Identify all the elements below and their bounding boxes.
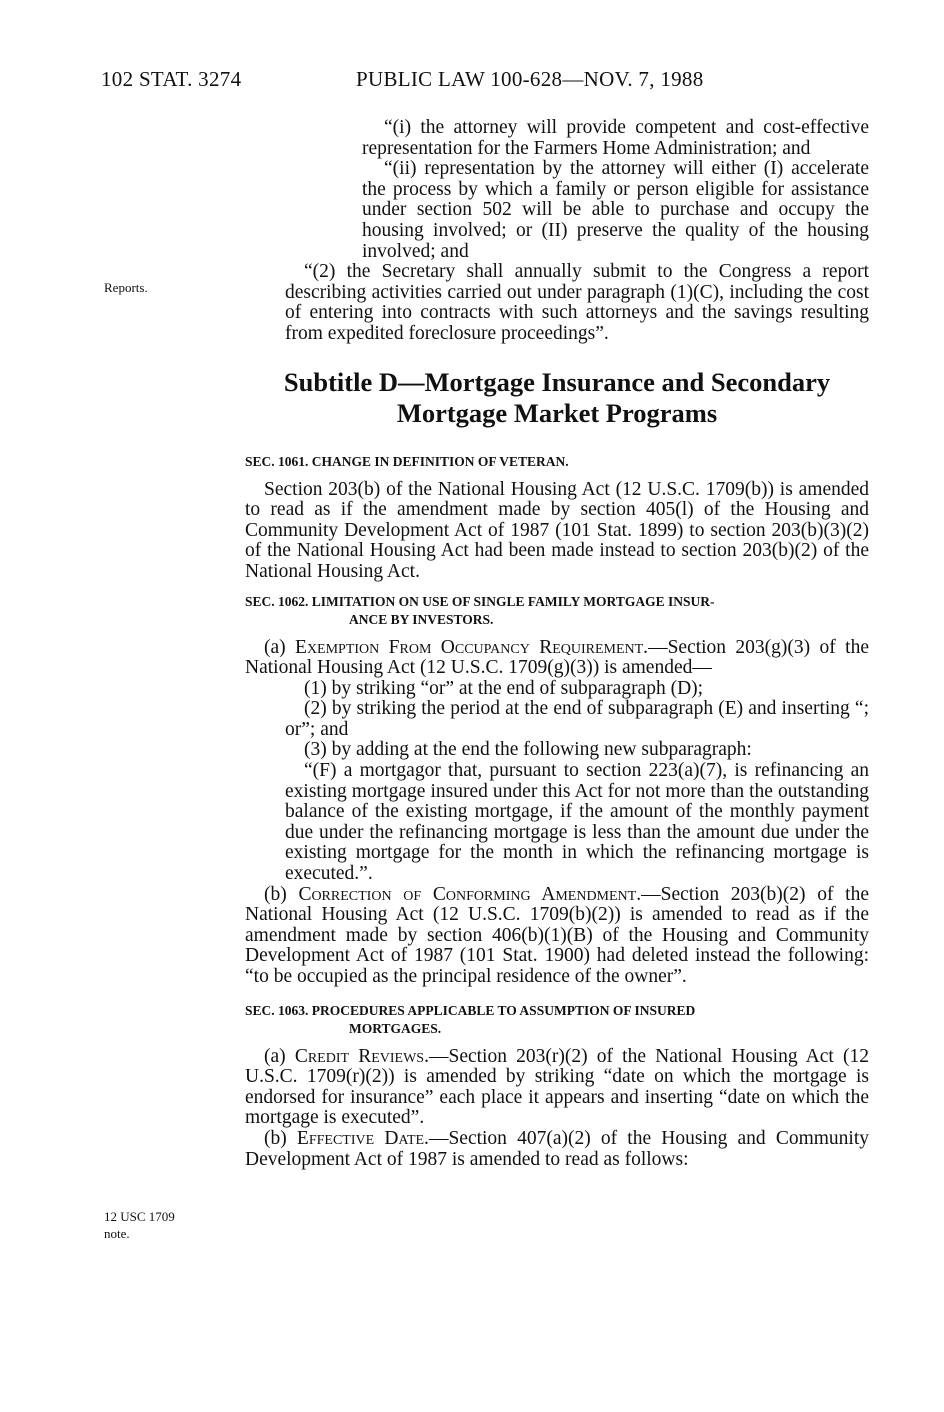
sec-1062-a-caption: Exemption From Occupancy Requirement.	[295, 636, 649, 658]
margin-note-usc-line2: note.	[104, 1226, 130, 1241]
sec-1062-b-label: (b)	[264, 883, 299, 905]
sec-1062-a-text: —Section 203(g)(3) of the National Housing Act (12 U.S.C. 1709(g)(3)) is amended—	[245, 636, 869, 679]
subtitle-heading	[245, 367, 869, 429]
paragraph-i: “(i) the attorney will provide competent and cost-effective representation for the Farmers Home Administration; and	[362, 117, 869, 159]
sec-1062-heading-line2: ANCE BY INVESTORS.	[349, 611, 494, 627]
sec-1063-b-text: —Section 407(a)(2) of the Housing and Community Development Act of 1987 is amended to read as follows:	[245, 1127, 869, 1170]
subtitle-line2: Mortgage Market Programs	[396, 397, 718, 428]
sec-1063-heading	[245, 1002, 869, 1038]
sec-1062-b-caption: Correction of Conforming Amendment.	[298, 883, 642, 905]
sec-1062-a1: (1) by striking “or” at the end of subparagraph (D);	[304, 677, 704, 699]
sec-1062-heading-line1: SEC. 1062. LIMITATION ON USE OF SINGLE FAMILY MORTGAGE INSUR-	[245, 593, 715, 609]
sec-1062-subsection-b	[245, 885, 869, 988]
sec-1063-heading-line1: SEC. 1063. PROCEDURES APPLICABLE TO ASSUMPTION OF INSURED	[245, 1002, 696, 1018]
paragraph-ii: “(ii) representation by the attorney will either (I) accelerate the process by which a family or person eligible for assistance under section 502 will be able to purchase and occupy the housing involved; or (II) preserve the quality of the housing involved; and	[362, 158, 869, 262]
sec-1062-a3: (3) by adding at the end the following new subparagraph:	[304, 739, 752, 761]
sec-1061-heading: SEC. 1061. CHANGE IN DEFINITION OF VETERAN.	[245, 453, 569, 469]
sec-1062-a2: (2) by striking the period at the end of subparagraph (E) and inserting “; or”; and	[285, 698, 869, 740]
margin-note-usc-line1: 12 USC 1709	[104, 1209, 175, 1224]
sec-1063-subsection-a	[245, 1047, 869, 1129]
sec-1062-subsection-a	[245, 638, 869, 679]
sec-1063-subsection-b	[245, 1129, 869, 1170]
sec-1062-a-label: (a)	[264, 636, 296, 658]
sec-1063-heading-line2: MORTGAGES.	[349, 1020, 442, 1036]
public-law-header: PUBLIC LAW 100-628—NOV. 7, 1988	[356, 67, 704, 91]
sec-1062-heading	[245, 593, 869, 629]
document-body	[245, 118, 869, 1170]
margin-note-reports: Reports.	[104, 280, 148, 295]
stat-reference: 102 STAT. 3274	[101, 67, 242, 91]
subtitle-line1: Subtitle D—Mortgage Insurance and Secondary	[283, 366, 831, 397]
sec-1063-b-label: (b)	[264, 1127, 297, 1149]
sec-1062-b-text: —Section 203(b)(2) of the National Housing Act (12 U.S.C. 1709(b)(2)) is amended to read as if the amendment made by section 406(b)(1)(B) of the Housing and Community Development Act of 1987 (101 Stat. 1900) had deleted instead the following: “to be occupied as the principal residence of the owner”.	[245, 883, 869, 987]
margin-note-usc	[104, 1208, 175, 1242]
sec-1063-a-text: —Section 203(r)(2) of the National Housing Act (12 U.S.C. 1709(r)(2)) is amended by striking “date on which the mortgage is endorsed for insurance” each place it appears and inserting “date on which the mortgage is executed”.	[245, 1045, 869, 1129]
sec-1062-subparagraph-f: “(F) a mortgagor that, pursuant to section 223(a)(7), is refinancing an existing mortgage insured under this Act for not more than the outstanding balance of the existing mortgage, if the amount of the monthly payment due under the refinancing mortgage is less than the amount due under the existing mortgage for the month in which the refinancing mortgage is executed.”.	[285, 760, 869, 885]
sec-1063-a-caption: Credit Reviews.	[294, 1045, 429, 1067]
sec-1063-a-label: (a)	[264, 1045, 295, 1067]
sec-1063-b-caption: Effective Date.	[296, 1127, 429, 1149]
sec-1061-text: Section 203(b) of the National Housing Act (12 U.S.C. 1709(b)) is amended to read as if the amendment made by section 405(l) of the Housing and Community Development Act of 1987 (101 Stat. 1899) to section 203(b)(3)(2) of the National Housing Act had been made instead to section 203(b)(2) of the National Housing Act.	[245, 478, 869, 582]
paragraph-2: “(2) the Secretary shall annually submit to the Congress a report describing activities carried out under paragraph (1)(C), including the cost of entering into contracts with such attorneys and the savings resulting from expedited foreclosure proceedings”.	[285, 261, 869, 344]
